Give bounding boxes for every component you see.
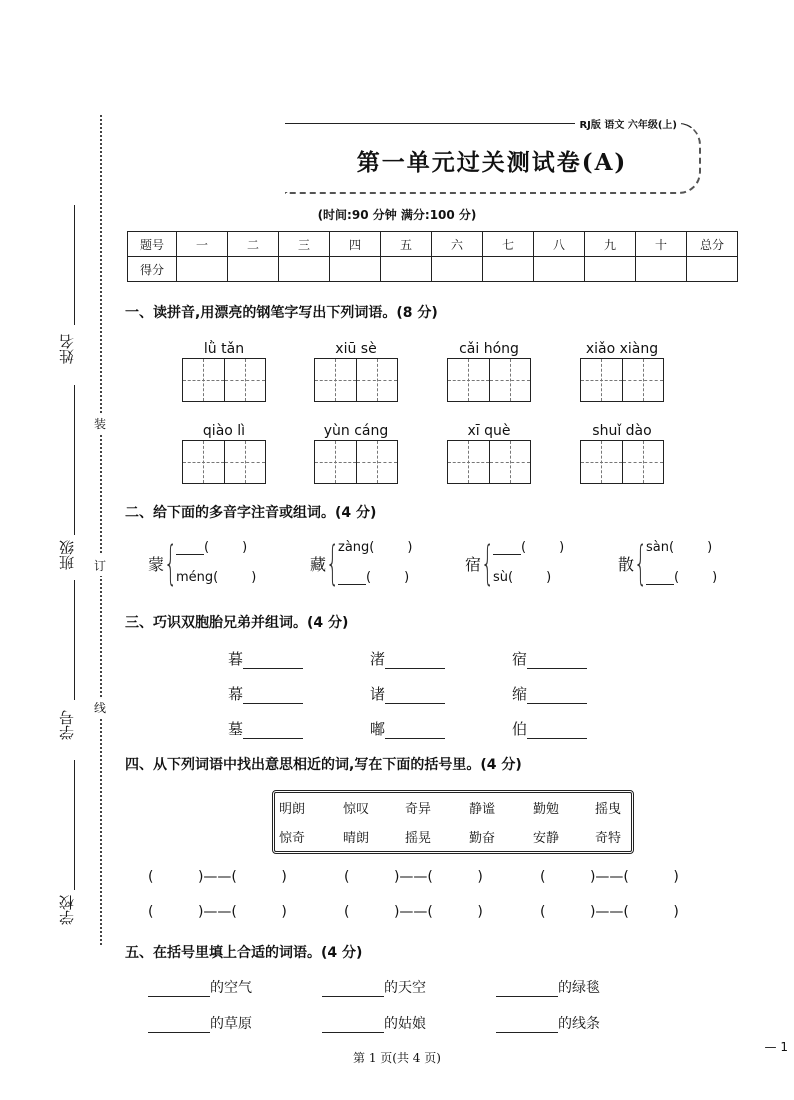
twin-item <box>228 648 303 669</box>
student-number-label: 学号 <box>58 710 76 740</box>
twin-char: 宿 <box>512 650 528 668</box>
twin-item <box>370 683 445 704</box>
pinyin-item <box>447 422 531 484</box>
answer-blank[interactable] <box>338 584 366 585</box>
twin-char: 缩 <box>512 685 528 703</box>
header-box <box>285 120 701 194</box>
name-label: 姓名 <box>58 334 76 364</box>
polyphone-char: 藏 <box>310 555 327 574</box>
fill-item <box>148 1013 252 1033</box>
twin-item <box>370 718 445 739</box>
section-4-title: 四、从下列词语中找出意思相近的词,写在下面的括号里。(4 分) <box>125 757 522 773</box>
score-table-header-row <box>128 232 738 257</box>
answer-paren[interactable]: ( ) <box>521 540 565 555</box>
brace-icon: { <box>326 536 340 590</box>
pinyin-item <box>580 340 664 402</box>
twin-item <box>228 683 303 704</box>
answer-paren[interactable]: méng( ) <box>176 570 257 585</box>
table-cell: 三 <box>279 232 330 257</box>
pinyin-item <box>182 340 266 402</box>
twin-item <box>512 683 587 704</box>
answer-blank[interactable] <box>243 738 303 739</box>
score-input-cell[interactable] <box>228 257 279 282</box>
pinyin-item <box>182 422 266 484</box>
school-field[interactable] <box>74 760 75 890</box>
table-cell: 四 <box>330 232 381 257</box>
table-cell: 题号 <box>128 232 177 257</box>
section-1-title: 一、读拼音,用漂亮的钢笔字写出下列词语。(8 分) <box>125 305 438 321</box>
answer-blank[interactable] <box>527 668 587 669</box>
word: 摇晃 <box>405 831 432 846</box>
fill-suffix: 的天空 <box>384 980 426 996</box>
fill-suffix: 的线条 <box>558 1016 600 1032</box>
answer-blank[interactable] <box>646 584 674 585</box>
score-input-cell[interactable] <box>381 257 432 282</box>
answer-paren[interactable]: sàn( ) <box>646 540 713 555</box>
score-input-cell[interactable] <box>177 257 228 282</box>
section-3-title: 三、巧识双胞胎兄弟并组词。(4 分) <box>125 615 349 631</box>
binding-char-ding: 订 <box>94 555 106 576</box>
word: 晴朗 <box>343 831 370 846</box>
score-input-cell[interactable] <box>279 257 330 282</box>
synonym-pair-blank[interactable]: ( )——( ) <box>540 869 679 885</box>
word: 勤勉 <box>533 802 560 817</box>
brace-icon: { <box>164 536 178 590</box>
word: 明朗 <box>279 802 306 817</box>
twin-char: 诸 <box>370 685 386 703</box>
fill-item <box>148 977 252 997</box>
writing-grid[interactable] <box>314 358 398 402</box>
table-cell: 八 <box>534 232 585 257</box>
twin-char: 幕 <box>228 685 244 703</box>
fill-suffix: 的草原 <box>210 1016 252 1032</box>
table-cell: 五 <box>381 232 432 257</box>
answer-blank[interactable] <box>493 554 521 555</box>
page-edge-number: — 1 <box>764 1040 788 1054</box>
answer-blank[interactable] <box>496 996 558 997</box>
synonym-pair-blank[interactable]: ( )——( ) <box>344 869 483 885</box>
binding-char-zhuang: 装 <box>94 413 106 434</box>
word: 惊奇 <box>279 831 306 846</box>
answer-blank[interactable] <box>385 738 445 739</box>
answer-blank[interactable] <box>527 738 587 739</box>
word-box <box>272 790 634 854</box>
section-5-title: 五、在括号里填上合适的词语。(4 分) <box>125 945 363 961</box>
answer-blank[interactable] <box>527 703 587 704</box>
word: 奇异 <box>405 802 432 817</box>
twin-char: 墓 <box>228 720 244 738</box>
fill-item <box>322 977 426 997</box>
twin-item <box>228 718 303 739</box>
pinyin-text: xī què <box>467 423 511 439</box>
pinyin-text: yùn cáng <box>323 423 389 439</box>
twin-char: 伯 <box>512 720 528 738</box>
class-label: 班级 <box>58 540 76 570</box>
fill-item <box>496 977 600 997</box>
word: 奇特 <box>595 831 622 846</box>
table-cell: 一 <box>177 232 228 257</box>
writing-grid[interactable] <box>314 440 398 484</box>
binding-char-xian: 线 <box>94 697 106 718</box>
edition-tag: RJ版 语文 六年级(上) <box>575 116 681 131</box>
answer-blank[interactable] <box>176 554 204 555</box>
answer-blank[interactable] <box>148 996 210 997</box>
score-input-cell[interactable] <box>432 257 483 282</box>
answer-paren[interactable]: sù( ) <box>493 570 552 585</box>
answer-blank[interactable] <box>243 703 303 704</box>
answer-blank[interactable] <box>322 996 384 997</box>
word: 勤奋 <box>469 831 496 846</box>
word: 安静 <box>533 831 560 846</box>
binding-dotted-line <box>100 115 102 945</box>
polyphone-char: 蒙 <box>148 555 165 574</box>
writing-grid[interactable] <box>447 358 531 402</box>
fill-item <box>496 1013 600 1033</box>
twin-char: 嘟 <box>370 720 386 738</box>
pinyin-text: xiū sè <box>335 341 377 357</box>
answer-blank[interactable] <box>148 1032 210 1033</box>
table-cell: 七 <box>483 232 534 257</box>
writing-grid[interactable] <box>182 358 266 402</box>
pinyin-text: lǜ tǎn <box>203 341 245 357</box>
score-input-cell[interactable] <box>585 257 636 282</box>
answer-blank[interactable] <box>496 1032 558 1033</box>
twin-item <box>512 718 587 739</box>
score-input-cell[interactable] <box>636 257 687 282</box>
page-footer: 第 1 页(共 4 页) <box>353 1051 441 1065</box>
school-label: 学校 <box>58 895 76 925</box>
twin-char: 暮 <box>228 650 244 668</box>
writing-grid[interactable] <box>580 358 664 402</box>
fill-suffix: 的姑娘 <box>384 1016 426 1032</box>
pinyin-text: shuǐ dào <box>592 423 652 439</box>
word: 摇曳 <box>595 802 622 817</box>
class-field[interactable] <box>74 385 75 535</box>
pinyin-item <box>314 340 398 402</box>
writing-grid[interactable] <box>182 440 266 484</box>
score-input-cell[interactable] <box>483 257 534 282</box>
pinyin-text: qiào lì <box>202 423 246 439</box>
fill-suffix: 的空气 <box>210 980 252 996</box>
synonym-pair-blank[interactable]: ( )——( ) <box>148 904 287 920</box>
answer-blank[interactable] <box>243 668 303 669</box>
synonym-pair-blank[interactable]: ( )——( ) <box>148 869 287 885</box>
twin-item <box>370 648 445 669</box>
table-cell: 六 <box>432 232 483 257</box>
pinyin-item <box>314 422 398 484</box>
pinyin-text: xiǎo xiàng <box>585 341 659 357</box>
word: 静谧 <box>469 802 496 817</box>
score-table-score-row <box>128 257 738 282</box>
synonym-pair-blank[interactable]: ( )——( ) <box>540 904 679 920</box>
answer-blank[interactable] <box>322 1032 384 1033</box>
twin-char: 渚 <box>370 650 386 668</box>
polyphone-char: 宿 <box>465 555 482 574</box>
score-input-cell[interactable] <box>534 257 585 282</box>
score-input-cell[interactable] <box>687 257 738 282</box>
brace-icon: { <box>634 536 648 590</box>
student-number-field[interactable] <box>74 580 75 700</box>
pinyin-item <box>447 340 531 402</box>
table-cell: 二 <box>228 232 279 257</box>
answer-paren[interactable]: ( ) <box>366 570 410 585</box>
table-cell: 十 <box>636 232 687 257</box>
table-cell: 总分 <box>687 232 738 257</box>
word: 惊叹 <box>343 802 370 817</box>
name-field[interactable] <box>74 205 75 325</box>
fill-suffix: 的绿毯 <box>558 980 600 996</box>
section-2-title: 二、给下面的多音字注音或组词。(4 分) <box>125 505 377 521</box>
table-cell: 九 <box>585 232 636 257</box>
writing-grid[interactable] <box>580 440 664 484</box>
answer-paren[interactable]: ( ) <box>204 540 248 555</box>
brace-icon: { <box>481 536 495 590</box>
writing-grid[interactable] <box>447 440 531 484</box>
pinyin-item <box>580 422 664 484</box>
table-cell: 得分 <box>128 257 177 282</box>
pinyin-text: cǎi hóng <box>459 341 519 357</box>
fill-item <box>322 1013 426 1033</box>
answer-blank[interactable] <box>385 703 445 704</box>
twin-item <box>512 648 587 669</box>
page-title: 第一单元过关测试卷(A) <box>356 149 628 176</box>
answer-blank[interactable] <box>385 668 445 669</box>
score-table <box>127 231 738 282</box>
answer-paren[interactable]: ( ) <box>674 570 718 585</box>
answer-paren[interactable]: zàng( ) <box>338 540 413 555</box>
score-input-cell[interactable] <box>330 257 381 282</box>
polyphone-char: 散 <box>618 555 635 574</box>
time-info: (时间:90 分钟 满分:100 分) <box>317 208 477 222</box>
synonym-pair-blank[interactable]: ( )——( ) <box>344 904 483 920</box>
